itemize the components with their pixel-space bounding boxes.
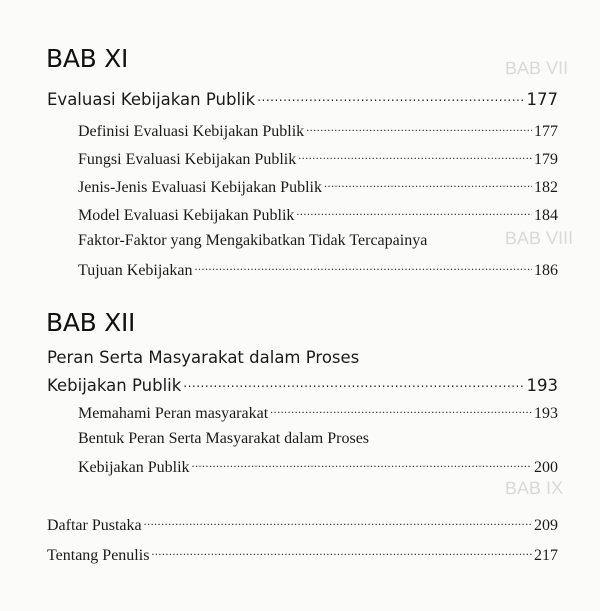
toc-entry-page: 179 bbox=[534, 151, 558, 168]
toc-entry-label: Jenis-Jenis Evaluasi Kebijakan Publik bbox=[78, 179, 322, 196]
toc-entry-page: 217 bbox=[534, 547, 558, 564]
toc-entry-label: Memahami Peran masyarakat bbox=[78, 405, 269, 422]
toc-entry[interactable] bbox=[78, 120, 558, 141]
dot-leader bbox=[298, 148, 532, 164]
toc-entry-page: 184 bbox=[534, 207, 558, 224]
toc-entry-label: Definisi Evaluasi Kebijakan Publik bbox=[78, 123, 305, 140]
toc-entry-label-line1: Bentuk Peran Serta Masyarakat dalam Proses bbox=[78, 430, 370, 447]
toc-entry[interactable] bbox=[78, 402, 558, 423]
bleed-through-text: BAB VII bbox=[504, 57, 569, 79]
toc-entry-section[interactable] bbox=[47, 88, 558, 109]
dot-leader bbox=[306, 120, 532, 136]
toc-entry-page: 186 bbox=[534, 262, 558, 279]
toc-entry-page: 182 bbox=[534, 179, 558, 196]
toc-entry[interactable] bbox=[78, 148, 558, 169]
dot-leader bbox=[144, 514, 532, 530]
toc-entry[interactable] bbox=[78, 204, 558, 225]
toc-entry-label: Tujuan Kebijakan bbox=[78, 262, 193, 279]
bleed-through-text: BAB IX bbox=[504, 477, 564, 499]
toc-entry-section[interactable] bbox=[47, 374, 558, 395]
dot-leader bbox=[257, 88, 524, 105]
dot-leader bbox=[183, 374, 524, 391]
toc-entry-label: Daftar Pustaka bbox=[47, 517, 142, 534]
toc-entry[interactable] bbox=[78, 456, 558, 477]
toc-section-label-line1: Peran Serta Masyarakat dalam Proses bbox=[47, 348, 360, 367]
toc-entry-label: Model Evaluasi Kebijakan Publik bbox=[78, 207, 295, 224]
toc-entry-label: Kebijakan Publik bbox=[78, 459, 190, 476]
chapter-title-bab-xii: BAB XII bbox=[46, 308, 136, 337]
toc-entry-page: 209 bbox=[534, 517, 558, 534]
dot-leader bbox=[195, 259, 532, 275]
toc-entry-label: Tentang Penulis bbox=[47, 547, 150, 564]
dot-leader bbox=[151, 544, 532, 560]
toc-entry-daftar-pustaka[interactable] bbox=[47, 514, 558, 535]
toc-entry-page: 193 bbox=[526, 375, 558, 395]
toc-entry-page: 193 bbox=[534, 405, 558, 422]
bleed-through-text: BAB VIII bbox=[504, 227, 574, 249]
toc-entry-page: 177 bbox=[534, 123, 558, 140]
toc-entry-label: Fungsi Evaluasi Kebijakan Publik bbox=[78, 151, 297, 168]
toc-entry[interactable] bbox=[78, 259, 558, 280]
dot-leader bbox=[324, 176, 532, 192]
toc-entry[interactable] bbox=[78, 176, 558, 197]
toc-entry-label: Evaluasi Kebijakan Publik bbox=[47, 89, 256, 109]
toc-entry-label: Kebijakan Publik bbox=[47, 375, 182, 395]
dot-leader bbox=[296, 204, 532, 220]
toc-entry-tentang-penulis[interactable] bbox=[47, 544, 558, 565]
toc-entry-page: 177 bbox=[526, 89, 558, 109]
toc-entry-label-line1: Faktor-Faktor yang Mengakibatkan Tidak Tercapainya bbox=[78, 232, 428, 249]
chapter-title-bab-xi: BAB XI bbox=[46, 44, 129, 73]
toc-entry-page: 200 bbox=[534, 459, 558, 476]
dot-leader bbox=[270, 402, 532, 418]
dot-leader bbox=[192, 456, 532, 472]
